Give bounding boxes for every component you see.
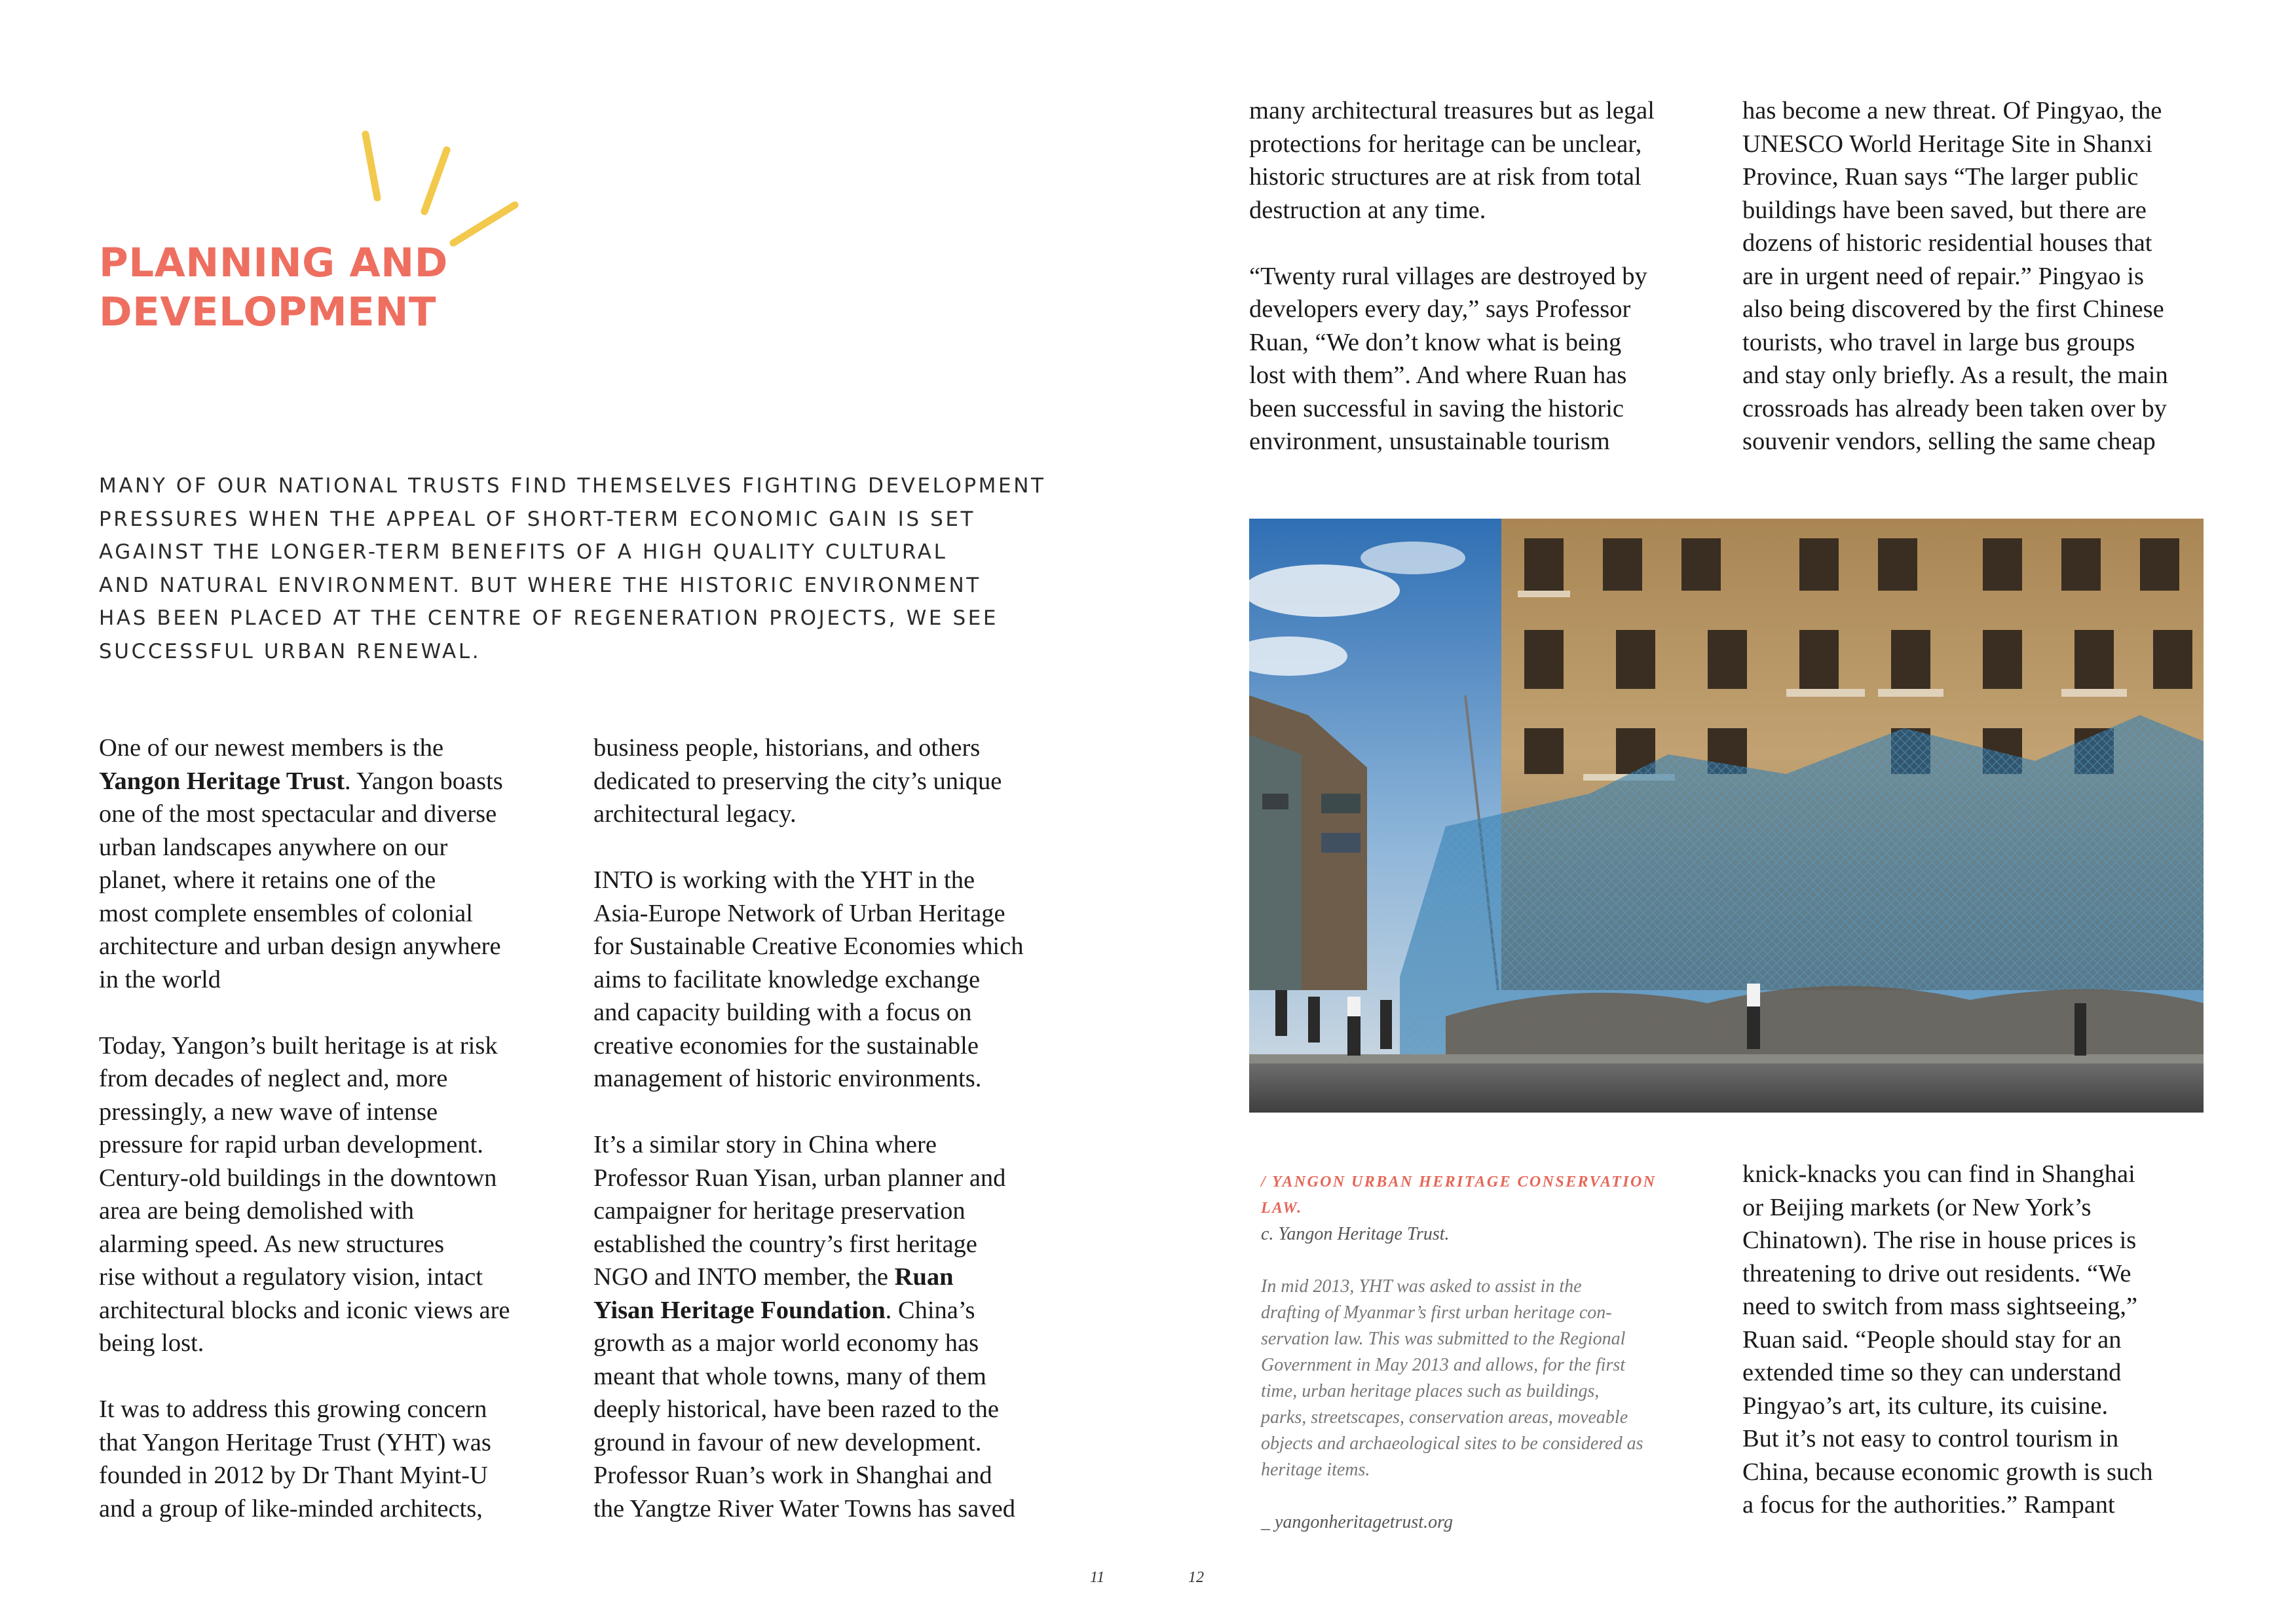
text-line: Asia-Europe Network of Urban Heritage [593, 899, 1005, 927]
paragraph [1249, 260, 1721, 458]
text-line: environment, unsustainable tourism [1249, 428, 1610, 455]
text-line: “Twenty rural villages are destroyed by [1249, 262, 1647, 290]
intro-line: PRESSURES WHEN THE APPEAL OF SHORT-TERM ECONOMIC GAIN IS SET [99, 507, 976, 531]
heading-line: DEVELOPMENT [99, 289, 436, 335]
caption-line: parks, streetscapes, conservation areas, moveable [1261, 1407, 1628, 1428]
text-line: It was to address this growing concern [99, 1395, 487, 1423]
paragraph [1249, 94, 1721, 227]
text-line: and capacity building with a focus on [593, 999, 972, 1026]
caption-credit: c. Yangon Heritage Trust. [1261, 1224, 1450, 1244]
text-line: are in urgent need of repair.” Pingyao is [1742, 262, 2144, 290]
text-line: and stay only briefly. As a result, the main [1742, 361, 2168, 389]
caption-title-line: / YANGON URBAN HERITAGE CONSERVATION [1261, 1173, 1657, 1190]
sunburst-decoration [354, 128, 524, 252]
text-line: area are being demolished with [99, 1197, 415, 1225]
text-line: ground in favour of new development. [593, 1428, 982, 1456]
text-line: protections for heritage can be unclear, [1249, 130, 1642, 158]
text-fragment: . China’s [885, 1296, 975, 1324]
paragraph [593, 1128, 1065, 1525]
text-line: Professor Ruan’s work in Shanghai and [593, 1462, 992, 1489]
bold-org-name: Ruan [894, 1263, 954, 1291]
caption-line: objects and archaeological sites to be considered as [1261, 1433, 1643, 1454]
text-line: pressure for rapid urban development. [99, 1131, 483, 1158]
text-line: Professor Ruan Yisan, urban planner and [593, 1164, 1006, 1192]
caption-line: servation law. This was submitted to the Regional [1261, 1329, 1626, 1349]
intro-line: AND NATURAL ENVIRONMENT. BUT WHERE THE HISTORIC ENVIRONMENT [99, 573, 981, 597]
text-line: planet, where it retains one of the [99, 866, 436, 894]
text-line: founded in 2012 by Dr Thant Myint-U [99, 1462, 488, 1489]
text-line: It’s a similar story in China where [593, 1131, 937, 1158]
text-line: Today, Yangon’s built heritage is at risk [99, 1031, 498, 1060]
text-line: Pingyao’s art, its culture, its cuisine. [1742, 1392, 2109, 1420]
text-line: crossroads has already been taken over by [1742, 394, 2167, 422]
caption-line: In mid 2013, YHT was asked to assist in the [1261, 1276, 1582, 1297]
text-line: dedicated to preserving the city’s unique [593, 767, 1002, 795]
caption-title-line: LAW. [1261, 1200, 1303, 1217]
bold-org-name: Yangon Heritage Trust [99, 767, 345, 795]
text-line: Province, Ruan says “The larger public [1742, 163, 2139, 191]
text-line [593, 1261, 1065, 1294]
text-line: being lost. [99, 1329, 204, 1357]
text-line: rise without a regulatory vision, intact [99, 1263, 483, 1291]
text-line [593, 1294, 1065, 1327]
text-line: buildings have been saved, but there are [1742, 196, 2147, 224]
text-line: in the world [99, 965, 221, 993]
text-line: One of our newest members is the [99, 734, 444, 762]
intro-line: AGAINST THE LONGER-TERM BENEFITS OF A HIGH QUALITY CULTURAL [99, 540, 948, 564]
right-column-2-bottom [1742, 1158, 2214, 1522]
caption-line: Government in May 2013 and allows, for the first [1261, 1355, 1626, 1375]
text-line: creative economies for the sustainable [593, 1031, 979, 1060]
photo-caption [1261, 1169, 1719, 1536]
text-line: historic structures are at risk from total [1249, 163, 1642, 191]
text-line: extended time so they can understand [1742, 1359, 2122, 1386]
text-fragment: NGO and INTO member, the [593, 1263, 895, 1291]
intro-line: SUCCESSFUL URBAN RENEWAL. [99, 639, 481, 663]
photo-illustration [1249, 519, 2204, 1113]
text-line: from decades of neglect and, more [99, 1065, 448, 1092]
text-line: alarming speed. As new structures [99, 1230, 445, 1258]
paragraph [593, 864, 1065, 1096]
text-line: architectural blocks and iconic views are [99, 1296, 510, 1324]
caption-body [1261, 1274, 1719, 1483]
page-number-left: 11 [1090, 1569, 1105, 1586]
caption-line: heritage items. [1261, 1460, 1370, 1480]
text-line: developers every day,” says Professor [1249, 295, 1631, 323]
text-line: that Yangon Heritage Trust (YHT) was [99, 1428, 491, 1456]
right-column-2-top [1742, 94, 2214, 458]
intro-line: HAS BEEN PLACED AT THE CENTRE OF REGENERATION PROJECTS, WE SEE [99, 606, 999, 630]
text-line: need to switch from mass sightseeing,” [1742, 1293, 2138, 1320]
text-line [99, 765, 557, 798]
heading-line: PLANNING AND [99, 240, 448, 286]
text-line: architecture and urban design anywhere [99, 932, 501, 960]
text-line: meant that whole towns, many of them [593, 1362, 986, 1390]
paragraph [99, 1393, 557, 1525]
text-line: Ruan said. “People should stay for an [1742, 1325, 2122, 1354]
text-line: urban landscapes anywhere on our [99, 833, 448, 861]
text-line: a focus for the authorities.” Rampant [1742, 1491, 2115, 1519]
text-line: for Sustainable Creative Economies which [593, 932, 1024, 960]
text-line: lost with them”. And where Ruan has [1249, 361, 1627, 389]
text-fragment: . Yangon boasts [345, 767, 503, 795]
intro-paragraph [99, 470, 1046, 668]
page-number-right: 12 [1188, 1569, 1204, 1586]
text-line: established the country’s first heritage [593, 1230, 977, 1258]
paragraph [1742, 94, 2214, 458]
text-line: most complete ensembles of colonial [99, 899, 473, 927]
text-line: aims to facilitate knowledge exchange [593, 965, 981, 993]
text-line: pressingly, a new wave of intense [99, 1098, 438, 1126]
text-line: many architectural treasures but as legal [1249, 97, 1655, 124]
text-line: Ruan, “We don’t know what is being [1249, 328, 1622, 356]
caption-line: drafting of Myanmar’s first urban heritage con- [1261, 1302, 1612, 1323]
text-line: been successful in saving the historic [1249, 394, 1624, 422]
text-line: threatening to drive out residents. “We [1742, 1259, 2131, 1287]
text-line: INTO is working with the YHT in the [593, 866, 975, 894]
left-column-1 [99, 731, 557, 1525]
caption-line: time, urban heritage places such as buildings, [1261, 1381, 1600, 1401]
text-line: the Yangtze River Water Towns has saved [593, 1494, 1015, 1522]
yangon-building-photo [1249, 519, 2204, 1113]
bold-org-name: Yisan Heritage Foundation [593, 1296, 886, 1324]
text-line: knick-knacks you can find in Shanghai [1742, 1160, 2135, 1188]
paragraph [593, 731, 1065, 831]
paragraph [1742, 1158, 2214, 1522]
text-line: China, because economic growth is such [1742, 1458, 2153, 1486]
text-line: tourists, who travel in large bus groups [1742, 328, 2135, 356]
text-line: destruction at any time. [1249, 196, 1486, 224]
text-line: one of the most spectacular and diverse [99, 800, 497, 828]
text-line: campaigner for heritage preservation [593, 1197, 966, 1225]
text-line: Century-old buildings in the downtown [99, 1164, 497, 1192]
intro-line: MANY OF OUR NATIONAL TRUSTS FIND THEMSELVES FIGHTING DEVELOPMENT [99, 474, 1046, 498]
text-line: UNESCO World Heritage Site in Shanxi [1742, 130, 2153, 158]
caption-link[interactable]: _ yangonheritagetrust.org [1261, 1512, 1453, 1532]
text-line: dozens of historic residential houses that [1742, 229, 2152, 257]
text-line: management of historic environments. [593, 1065, 982, 1092]
left-column-2 [593, 731, 1065, 1525]
section-heading [99, 238, 448, 337]
paragraph [99, 1029, 557, 1360]
paragraph [99, 731, 557, 996]
text-line: souvenir vendors, selling the same cheap [1742, 428, 2156, 455]
text-line: growth as a major world economy has [593, 1329, 979, 1357]
text-line: business people, historians, and others [593, 734, 981, 762]
right-column-1-top [1249, 94, 1721, 458]
text-line: or Beijing markets (or New York’s [1742, 1193, 2092, 1221]
text-line: deeply historical, have been razed to the [593, 1395, 999, 1423]
text-line: architectural legacy. [593, 800, 797, 828]
text-line: also being discovered by the first Chinese [1742, 295, 2164, 323]
text-line: and a group of like-minded architects, [99, 1494, 483, 1522]
text-line: But it’s not easy to control tourism in [1742, 1425, 2119, 1452]
text-line: has become a new threat. Of Pingyao, the [1742, 97, 2162, 124]
text-line: Chinatown). The rise in house prices is [1742, 1227, 2137, 1254]
caption-title [1261, 1169, 1719, 1221]
